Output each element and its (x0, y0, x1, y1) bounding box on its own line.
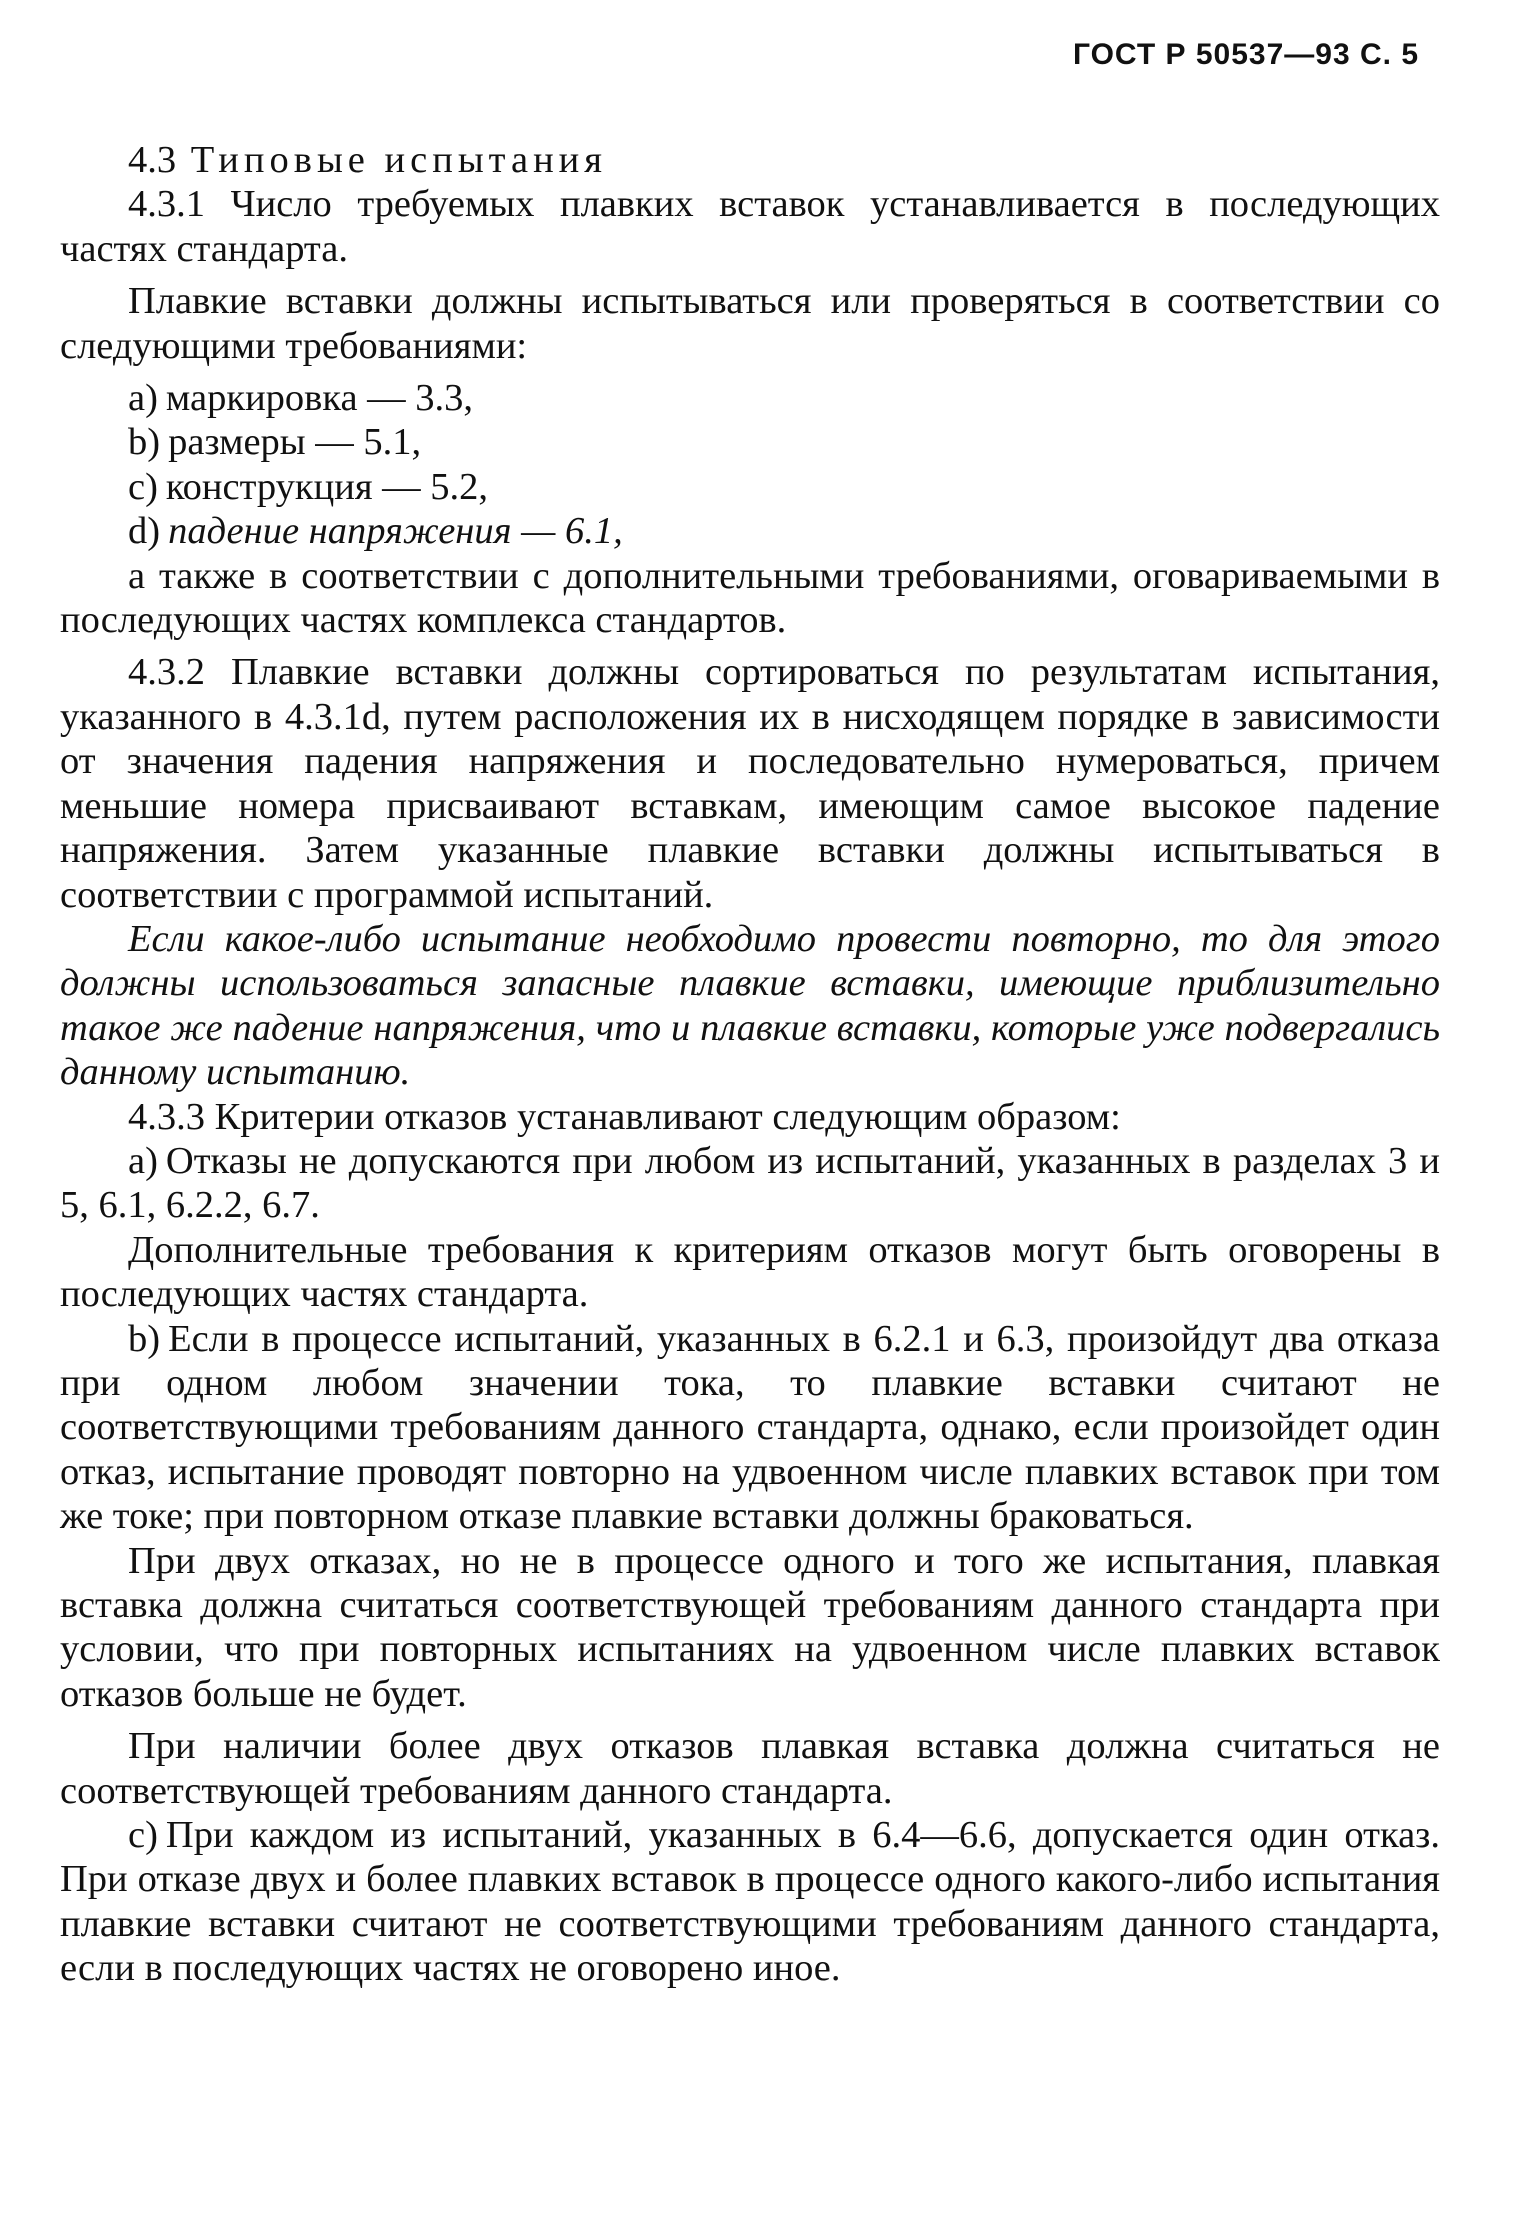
paragraph-text: Если в процессе испытаний, указанных в 6.2.1 и 6.3, произойдут два отказа при одном любом значении тока, то плавкие вставки считают не соответствующими требованиям данного стандарта, однако, если произойдет один отказ, испытание проводят повторно на удвоенном числе плавких вставок при том же токе; при повторном отказе плавкие вставки должны браковаться. (60, 1317, 1440, 1538)
list-item-text: размеры — 5.1, (168, 421, 422, 464)
paragraph-criterion-a (60, 1139, 1440, 1228)
list-item-text: маркировка — 3.3, (165, 377, 474, 420)
paragraph-4-3-2 (60, 650, 1440, 916)
paragraph-text: Число требуемых плавких вставок устанавливается в последующих частях стандарта. (60, 183, 1440, 270)
document-body (60, 138, 1440, 1991)
list-item-letter: с) (128, 465, 158, 508)
clause-number: 4.3.2 (128, 651, 205, 694)
paragraph-text: При каждом из испытаний, указанных в 6.4—6.6, допускается один отказ. При отказе двух и более плавких вставок в процессе одного какого-либо испытания плавкие вставки считают не соответствующими требованиям данного стандарта, если в последующих частях не оговорено иное. (60, 1814, 1440, 1990)
list-item (60, 420, 1440, 464)
paragraph-additional-criteria: Дополнительные требования к критериям отказов могут быть оговорены в последующих частях стандарта. (60, 1228, 1440, 1316)
paragraph-text: Критерии отказов устанавливают следующим образом: (214, 1095, 1121, 1138)
clause-number: 4.3.1 (128, 183, 205, 226)
list-item (60, 465, 1440, 509)
paragraph-requirements-intro: Плавкие вставки должны испытываться или проверяться в соответствии со следующими требованиями: (60, 280, 1440, 367)
criterion-letter: b) (128, 1317, 161, 1360)
section-title: Типовые испытания (190, 139, 607, 181)
paragraph-criterion-c (60, 1813, 1440, 1991)
section-number: 4.3 (128, 139, 177, 181)
list-item-letter: а) (128, 377, 158, 420)
paragraph-more-failures: При наличии более двух отказов плавкая вставка должна считаться не соответствующей требованиям данного стандарта. (60, 1725, 1440, 1812)
paragraph-two-failures: При двух отказах, но не в процессе одного и того же испытания, плавкая вставка должна считаться соответствующей требованиям данного стандарта при условии, что при повторных испытаниях на удвоенном числе плавких вставок отказов больше не будет. (60, 1539, 1440, 1715)
paragraph-additional-requirements: а также в соответствии с дополнительными требованиями, оговариваемыми в последующих частях комплекса стандартов. (60, 554, 1440, 642)
paragraph-text: Плавкие вставки должны сортироваться по результатам испытания, указанного в 4.3.1d, путем расположения их в нисходящем порядке в зависимости от значения падения напряжения и последовательно нумероваться, причем меньшие номера присваивают вставкам, имеющим самое высокое падение напряжения. Затем указанные плавкие вставки должны испытываться в соответствии с программой испытаний. (60, 651, 1440, 916)
list-item (60, 376, 1440, 420)
page-header: ГОСТ Р 50537—93 С. 5 (1072, 38, 1419, 71)
list-item (60, 509, 1440, 553)
list-item-letter: d) (128, 510, 161, 553)
list-item-text: конструкция — 5.2, (165, 465, 489, 508)
paragraph-text: Отказы не допускаются при любом из испытаний, указанных в разделах 3 и 5, 6.1, 6.2.2, 6.7. (60, 1139, 1440, 1227)
criterion-letter: с) (128, 1814, 158, 1857)
paragraph-criterion-b (60, 1317, 1440, 1539)
criterion-letter: а) (128, 1139, 158, 1182)
list-item-text: падение напряжения — 6.1, (168, 510, 623, 553)
clause-number: 4.3.3 (128, 1095, 205, 1138)
section-heading (60, 138, 1440, 182)
paragraph-4-3-1 (60, 182, 1440, 271)
paragraph-4-3-3 (60, 1095, 1440, 1139)
list-item-letter: b) (128, 421, 161, 464)
paragraph-repeat-test: Если какое-либо испытание необходимо провести повторно, то для этого должны использоваться запасные плавкие вставки, имеющие приблизительно такое же падение напряжения, что и плавкие вставки, которые уже подвергались данному испытанию. (60, 917, 1440, 1094)
